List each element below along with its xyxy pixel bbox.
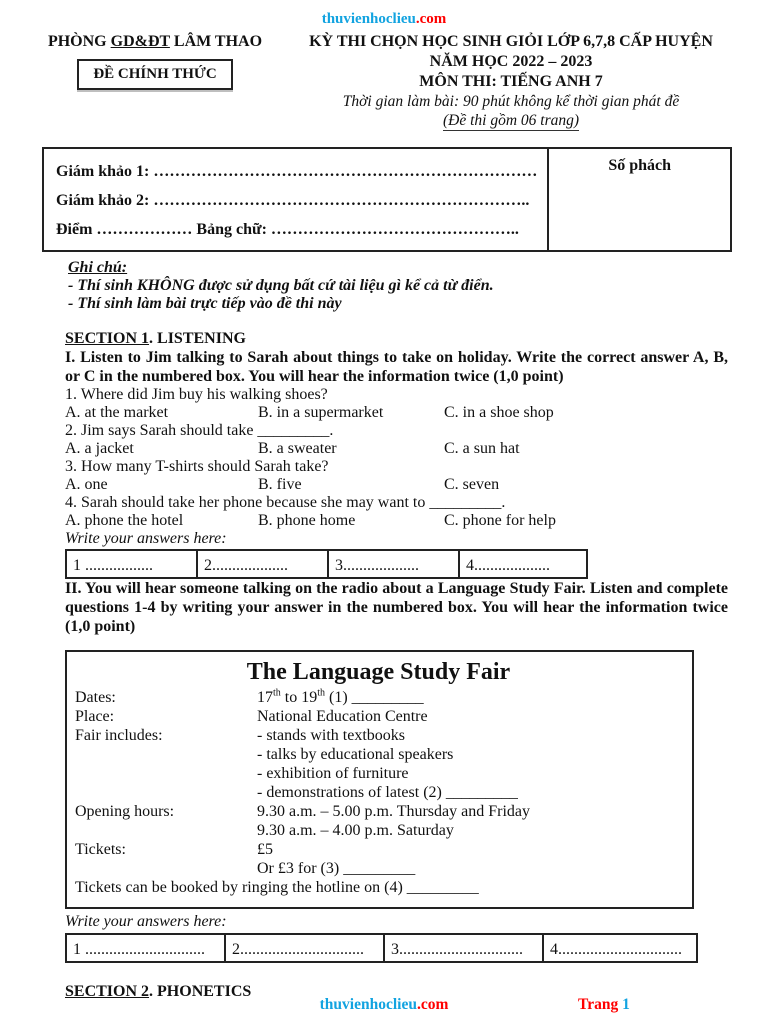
fair-includes-label: Fair includes: bbox=[75, 727, 163, 744]
fair-place-value: National Education Centre bbox=[257, 708, 428, 725]
code-number-cell bbox=[549, 149, 730, 250]
part2-answer-cell-4[interactable]: 4............................... bbox=[550, 941, 682, 958]
fair-includes-line-4[interactable]: - demonstrations of latest (2) _________ bbox=[257, 784, 518, 801]
part1-answer-cell-3[interactable]: 3................... bbox=[329, 551, 460, 577]
section1-heading: SECTION 1. LISTENING bbox=[65, 330, 246, 347]
fair-title: The Language Study Fair bbox=[246, 659, 511, 685]
fair-place-label: Place: bbox=[75, 708, 115, 725]
code-number-label: Số phách bbox=[608, 157, 672, 174]
exam-header bbox=[0, 32, 768, 131]
q3-option-b: B. five bbox=[258, 476, 302, 493]
fair-dates-label: Dates: bbox=[75, 689, 116, 706]
fair-tickets-value bbox=[257, 840, 682, 878]
notes-item-2: - Thí sinh làm bài trực tiếp vào đề thi này bbox=[68, 294, 342, 312]
notes-block bbox=[68, 259, 728, 312]
examiner1-line: Giám khảo 1: ……………………………………………………………… bbox=[56, 163, 538, 180]
q4-option-c: C. phone for help bbox=[444, 512, 556, 529]
q4-option-b: B. phone home bbox=[258, 512, 356, 529]
question-1-options bbox=[65, 404, 728, 422]
part2-answer-cell-2[interactable]: 2............................... bbox=[226, 935, 385, 961]
q1-option-a: A. at the market bbox=[65, 404, 169, 421]
site-link-header bbox=[0, 0, 768, 28]
part1-answer-cell-4[interactable]: 4................... bbox=[466, 557, 550, 574]
fair-includes-line-3: - exhibition of furniture bbox=[257, 765, 409, 782]
exam-title-line2: NĂM HỌC 2022 – 2023 bbox=[429, 53, 593, 70]
exam-title-line1: KỲ THI CHỌN HỌC SINH GIỎI LỚP 6,7,8 CẤP HUYỆN bbox=[309, 33, 713, 50]
grading-info-table bbox=[42, 147, 732, 252]
official-exam-box bbox=[77, 59, 232, 90]
fair-includes-line-1: - stands with textbooks bbox=[257, 727, 405, 744]
q3-option-c: C. seven bbox=[444, 476, 500, 493]
part2-answer-cell-3[interactable]: 3............................... bbox=[385, 935, 544, 961]
fair-tickets-line-1: £5 bbox=[257, 841, 273, 858]
fair-dates-row bbox=[75, 688, 682, 707]
fair-includes-value bbox=[257, 726, 682, 802]
site-link-name: thuvienhoclieu bbox=[321, 11, 416, 27]
question-4-options bbox=[65, 512, 728, 530]
question-3-options bbox=[65, 476, 728, 494]
fair-includes-line-2: - talks by educational speakers bbox=[257, 746, 454, 763]
examiner2-line: Giám khảo 2: …………………………………………………………….. bbox=[56, 192, 530, 209]
fair-hours-value bbox=[257, 802, 682, 840]
page-footer bbox=[0, 996, 768, 1016]
q3-option-a: A. one bbox=[65, 476, 108, 493]
notes-item-1: - Thí sinh KHÔNG được sử dụng bất cứ tài liệu gì kể cả từ điển. bbox=[68, 277, 494, 294]
site-link-tld: .com bbox=[415, 11, 447, 27]
fair-place-row bbox=[75, 707, 682, 726]
fair-blank-1[interactable]: (1) _________ bbox=[325, 689, 424, 706]
fair-hours-line-2: 9.30 a.m. – 4.00 p.m. Saturday bbox=[257, 822, 454, 839]
exam-title-line3: MÔN THI: TIẾNG ANH 7 bbox=[419, 73, 603, 90]
part1-answer-cell-2[interactable]: 2................... bbox=[198, 551, 329, 577]
fair-tickets-label: Tickets: bbox=[75, 841, 126, 858]
grading-info-left-cell bbox=[44, 149, 549, 250]
score-line: Điểm ……………… Bảng chữ: ……………………………………….. bbox=[56, 221, 519, 238]
question-3: 3. How many T-shirts should Sarah take? bbox=[65, 458, 329, 475]
part1-answer-cell-1[interactable]: 1 ................. bbox=[67, 551, 198, 577]
site-link-footer: thuvienhoclieu.com bbox=[319, 996, 449, 1013]
question-4: 4. Sarah should take her phone because she may want to _________. bbox=[65, 494, 506, 511]
fair-includes-row bbox=[75, 726, 682, 802]
part1-write-answers-label: Write your answers here: bbox=[65, 530, 227, 547]
part2-write-answers-label: Write your answers here: bbox=[65, 913, 227, 930]
part1-instructions: I. Listen to Jim talking to Sarah about things to take on holiday. Write the correct answer A, B, or C in the numbered box. You will hear the information twice (1,0 point) bbox=[65, 349, 728, 385]
fair-hours-row bbox=[75, 802, 682, 840]
notes-title: Ghi chú: bbox=[68, 259, 128, 276]
q1-option-c: C. in a shoe shop bbox=[444, 404, 554, 421]
official-exam-label: ĐỀ CHÍNH THỨC bbox=[93, 66, 217, 82]
exam-body bbox=[65, 329, 728, 1001]
fair-tickets-row bbox=[75, 840, 682, 878]
fair-hours-line-1: 9.30 a.m. – 5.00 p.m. Thursday and Friday bbox=[257, 803, 531, 820]
fair-dates-value: 17th to 19th (1) _________ bbox=[257, 687, 424, 706]
exam-duration: Thời gian làm bài: 90 phút không kể thời gian phát đề bbox=[342, 93, 680, 110]
q2-option-c: C. a sun hat bbox=[444, 440, 520, 457]
page-number: Trang 1 bbox=[578, 996, 630, 1013]
fair-tickets-line-2[interactable]: Or £3 for (3) _________ bbox=[257, 860, 416, 877]
fair-hotline-line[interactable]: Tickets can be booked by ringing the hotline on (4) _________ bbox=[75, 879, 479, 896]
part2-answer-table bbox=[65, 933, 698, 963]
language-study-fair-box bbox=[65, 650, 694, 909]
issuer-name: PHÒNG GD&ĐT LÂM THAO bbox=[47, 33, 263, 50]
question-1: 1. Where did Jim buy his walking shoes? bbox=[65, 386, 328, 403]
fair-hours-label: Opening hours: bbox=[75, 803, 175, 820]
part2-answer-cell-1[interactable]: 1 .............................. bbox=[67, 935, 226, 961]
part1-answer-table bbox=[65, 549, 588, 579]
part2-instructions: II. You will hear someone talking on the radio about a Language Study Fair. Listen and complete questions 1-4 by writing your answer in the numbered box. You will hear the information twice (1,0 point) bbox=[65, 580, 728, 635]
q4-option-a: A. phone the hotel bbox=[65, 512, 184, 529]
q1-option-b: B. in a supermarket bbox=[258, 404, 384, 421]
section2-heading: SECTION 2. PHONETICS bbox=[65, 983, 252, 1000]
exam-title-block bbox=[280, 32, 768, 131]
exam-pages-note: (Đề thi gồm 06 trang) bbox=[442, 112, 580, 129]
question-2-options bbox=[65, 440, 728, 458]
question-2: 2. Jim says Sarah should take _________. bbox=[65, 422, 334, 439]
q2-option-a: A. a jacket bbox=[65, 440, 134, 457]
issuer-block bbox=[0, 32, 280, 131]
q2-option-b: B. a sweater bbox=[258, 440, 337, 457]
